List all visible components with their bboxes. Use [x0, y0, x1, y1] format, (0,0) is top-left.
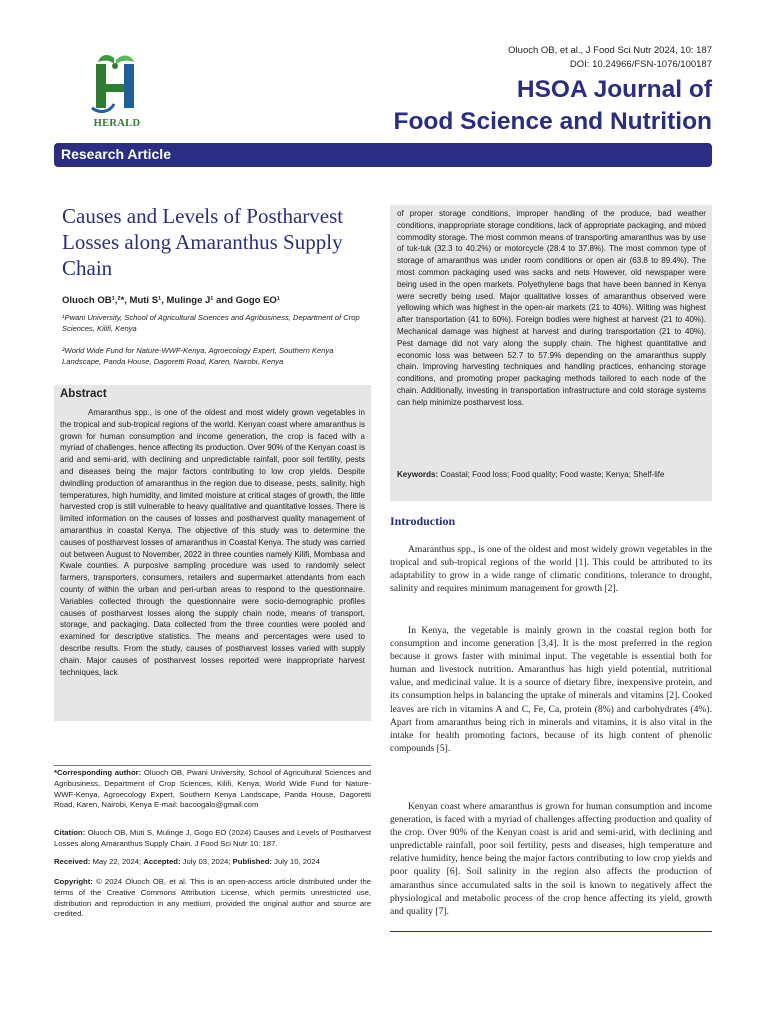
article-dates [54, 857, 371, 868]
intro-paragraph-3: Kenyan coast where amaranthus is grown for human consumption and income generation, is faced with a myriad of challenges affecting production and quality of the crop. Over 90% of the Kenyan coast is arid and semi-arid, with declining and unpredictable rainfall, poor soil fertility, pests and diseases, high temperature and relative humidity, hence being the major factors contributing to low crop yields and poor quality [6]. Soil salinity in the region also affects the production of amaranthus since accumulated salts in the soil is known to negatively affect the physiological and metabolic process of the crop hence affecting its yield, growth and quality [7]. [390, 801, 712, 917]
abstract-box-continued [390, 205, 712, 501]
copyright-text: © 2024 Oluoch OB, et al. This is an open-access article distributed under the terms of the Creative Commons Attribution License, which permits unrestricted use, distribution and reproduction in any medium, provided the original author and source are credited. [54, 877, 371, 919]
citation-note [54, 828, 371, 850]
received-label: Received: [54, 857, 91, 866]
keywords [397, 469, 706, 481]
intro-paragraph-2: In Kenya, the vegetable is mainly grown in the coastal region both for consumption and income generation [3,4]. It is the most preferred in the region because it grows faster with minimal input. The vegetable is essential both for human and livestock nutrition. Amaranthus has high yield potential, nutritional value, and medicinal value. It is a source of dietary fibre, inexpensive protein, and its consumption helps in balancing the uptake of minerals and vitamins [2]. Cooked leaves are rich in vitamins A and C, Fe, Ca, protein (8%) and carbohydrates (4%). Apart from amaranthus being rich in minerals and vitamins, it is also vital in the intake for health promoting factors, because of its high content of phenolic compounds [5]. [390, 625, 712, 754]
abstract-text-part1: Amaranthus spp., is one of the oldest and most widely grown vegetables in the tropical and sub-tropical regions of the world. Kenyan coast where amaranthus is grown for human consumption and income generation, the crop is faced with a myriad of challenges, hence affecting its production. Over 90% of the Kenyan coast is arid and semi-arid, with declining and unpredictable rainfall, poor soil fertility, pests and diseases being the major factors contributing to low crop yields. Despite dwindling production of amaranthus in the region due to disease, pests, salinity, high temperatures, high humidity, and limited moisture at critical stages of growth, the little harvested crop is still vulnerable to heavy qualitative and quantitative losses. There is limited information on the causes of losses and postharvest quality management of amaranthus in coastal Kenya. The objective of this study was to determine the causes of postharvest losses of amaranthus in Coastal Kenya. The study was carried out between August to November, 2022 in three counties namely Kilifi, Mombasa and Kwale counties. A purposive sampling procedure was used to randomly select farmers, transporters, consumers, retailers and supermarket attendants from each county of within the urban and peri-urban areas to respond to the questionnaire. Variables collected through the questionnaire were socio-demographic profiles causes of postharvest losses along the supply chain node, means of transport, storage, and packaging. Data collected from the three counties were pooled and examined for descriptive statistics. The means and percentages were used to describe results. From the study, causes of postharvest losses varied with supply chain. Major causes of postharvest losses reported were inappropriate harvest techniques, lack [60, 408, 365, 677]
citation-label: Citation: [54, 828, 86, 837]
herald-logo [86, 50, 148, 132]
affiliation-2: ²World Wide Fund for Nature-WWF-Kenya, Agroecology Expert, Southern Kenya Landscape, Panda House, Dagoretti Road, Karen, Nairobi, Kenya [62, 346, 334, 366]
keywords-label: Keywords: [397, 470, 439, 479]
citation-text: Oluoch OB, Muti S, Mulinge J, Gogo EO (2024) Causes and Levels of Postharvest Losses along Amaranthus Supply Chain. J Food Sci Nutr 10: 187. [54, 828, 372, 848]
published-label: Published: [232, 857, 272, 866]
abstract-box [54, 385, 371, 721]
copyright-label: Copyright: [54, 877, 93, 886]
logo-wordmark: HERALD [93, 118, 141, 129]
affiliation-1: ¹Pwani University, School of Agricultural Sciences and Agribusiness, Department of Crop Sciences, Kilifi, Kenya [62, 313, 360, 333]
journal-citation: Oluoch OB, et al., J Food Sci Nutr 2024, 10: 187 [508, 45, 712, 56]
corresponding-author [54, 768, 371, 811]
intro-paragraph-1: Amaranthus spp., is one of the oldest and most widely grown vegetables in the tropical and sub-tropical regions of the world [1]. This could be attributed to its adaptability to grow in a wide range of climatic conditions, tolerance to drought, salinity and requires minimum management for growth [2]. [390, 544, 712, 595]
accepted-date: July 03, 2024; [182, 857, 231, 866]
abstract-text-part2: of proper storage conditions, improper handling of the produce, bad weather conditions, inappropriate storage conditions, lack of appropriate packaging, and mixed commodity storage. The most common means of transporting amaranthus was by use of tuk-tuk (32.3 to 40.2%) or motorcycle (28.4 to 37.8%). The most common type of storage of amaranthus was under room conditions or open air (63.8 to 89.4%). The most common packaging used was sacks and nets However, old newspaper were being used in the open markets. Polyethylene bags that have been banned in Kenya were secretly being used. Major qualitative losses of amaranthus observed were yellowing which was highest in the open-air markets (21 to 40%). Wilting was highest after transportation (41 to 60%). Foreign bodies were highest at harvest (21 to 40%). Mechanical damage was highest at harvest and during transportation (21 to 40%). Pest damage did not vary along the supply chain. The highest quantitative and economic loss was between 52.7 to 57.9% depending on the amaranthus supply chain. Improving harvesting techniques and handling practices, enhancing storage conditions, and promoting proper packaging methods tailored to each node of the chain. Additionally, investing in transportation infrastructure and cold storage systems can help minimize postharvest loss. [397, 209, 706, 407]
herald-logo-icon [86, 50, 148, 118]
bottom-rule [390, 931, 712, 932]
corresponding-author-label: *Corresponding author: [54, 768, 142, 777]
journal-title-line1: HSOA Journal of [516, 76, 712, 103]
received-date: May 22, 2024; [92, 857, 142, 866]
journal-title [393, 74, 712, 138]
article-type: Research Article [61, 146, 171, 162]
article-type-bar [54, 143, 712, 167]
copyright-note [54, 877, 371, 920]
journal-title-line2: Food Science and Nutrition [393, 108, 712, 135]
published-date: July 10, 2024 [274, 857, 320, 866]
keywords-text: Coastal; Food loss; Food quality; Food waste; Kenya; Shelf-life [440, 470, 665, 479]
introduction-heading: Introduction [390, 514, 456, 528]
author-list: Oluoch OB¹,²*, Muti S¹, Mulinge J¹ and Gogo EO¹ [62, 295, 280, 306]
running-citation [508, 44, 712, 72]
abstract-heading: Abstract [60, 388, 107, 400]
footnote-divider [54, 765, 371, 766]
accepted-label: Accepted: [143, 857, 181, 866]
corresponding-author-text: Oluoch OB, Pwani University, School of Agricultural Sciences and Agribusiness, Department of Crop Sciences, Kilifi, Kenya; World Wide Fund for Nature-WWF-Kenya, Agroecology Expert, Southern Kenya Landscape, Panda House, Dagoretti Road, Karen, Nairobi, Kenya E-mail: bacoogalo@gmail.com [54, 768, 372, 810]
doi[interactable]: DOI: 10.24966/FSN-1076/100187 [569, 59, 712, 70]
article-title: Causes and Levels of Postharvest Losses along Amaranthus Supply Chain [62, 204, 344, 280]
